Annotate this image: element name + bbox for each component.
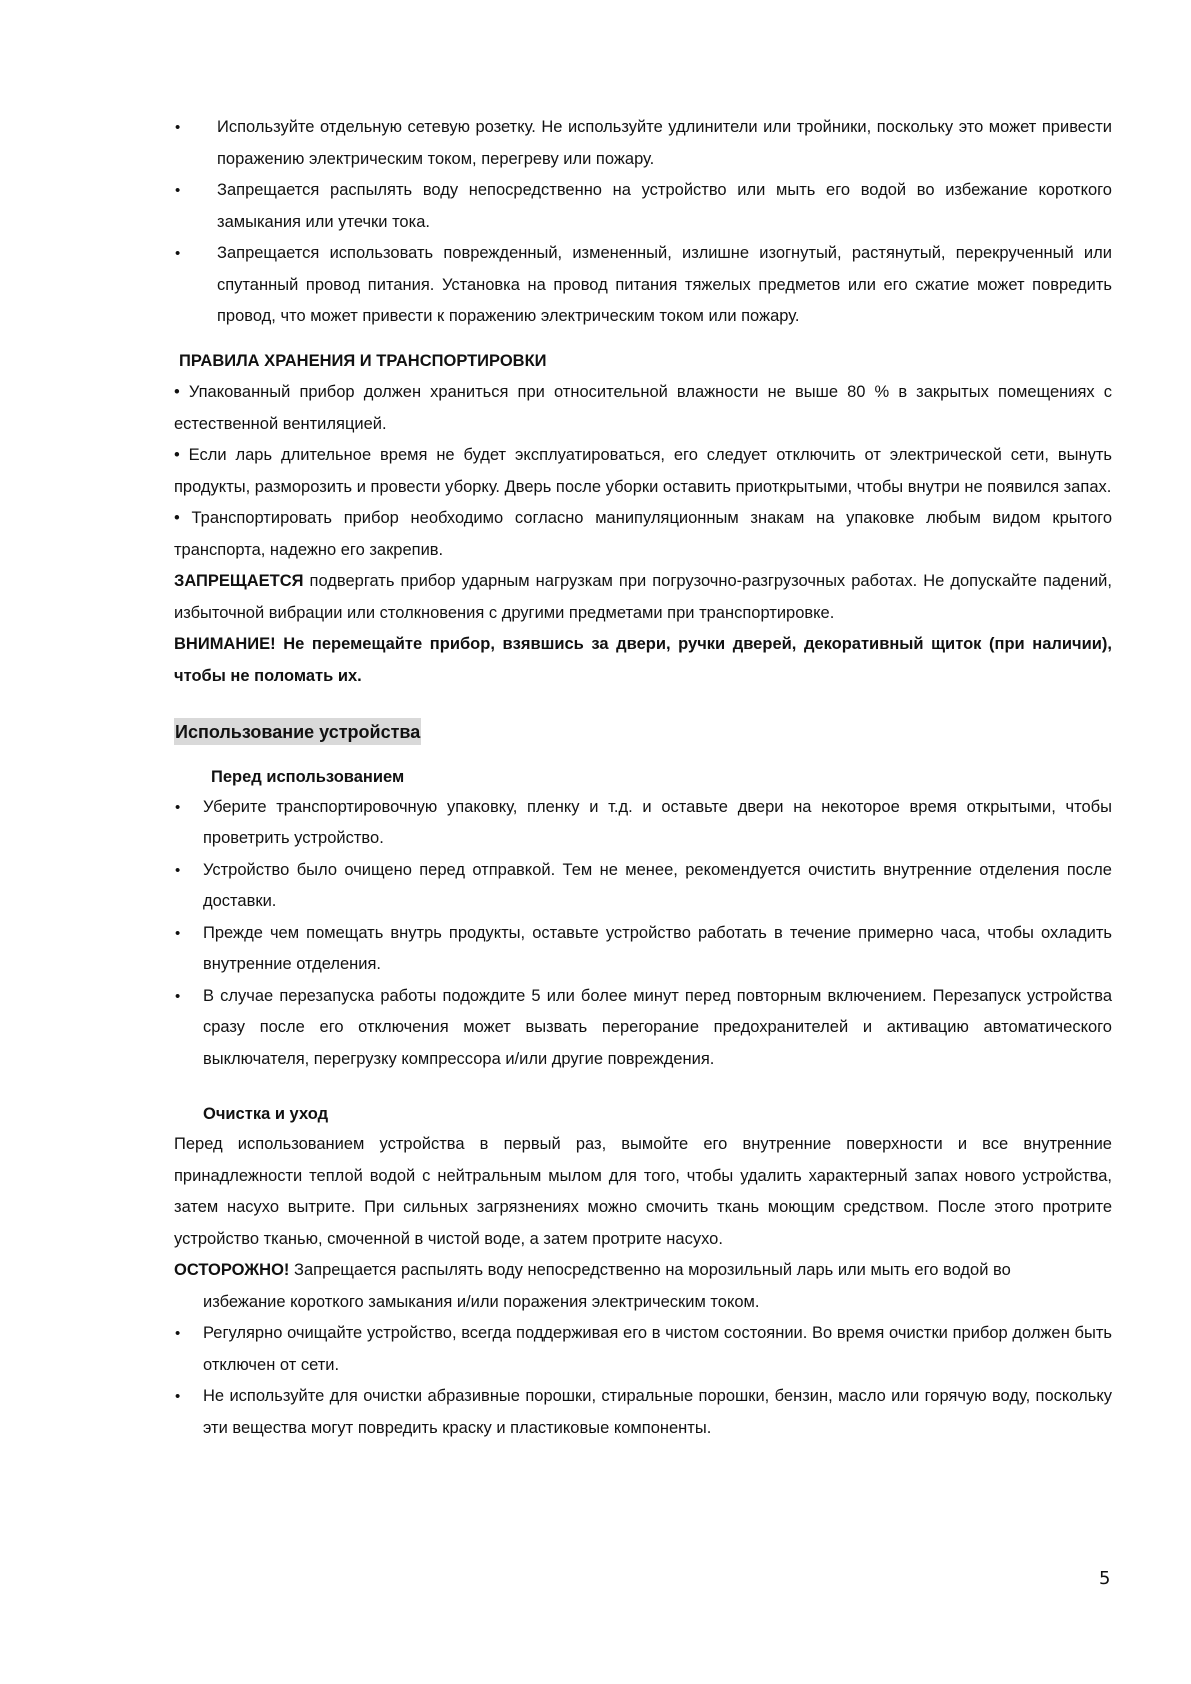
- page-number: 5: [1099, 1568, 1111, 1589]
- usage-heading: Использование устройства: [174, 718, 421, 745]
- safety-bullet-list: [174, 112, 1112, 333]
- list-item: • Прежде чем помещать внутрь продукты, оставьте устройство работать в течение примерно часа, чтобы охладить внутренние отделения.: [174, 918, 1112, 981]
- before-use-list: [174, 792, 1112, 1076]
- list-item: • Используйте отдельную сетевую розетку. Не используйте удлинители или тройники, поскольку это может привести поражению электрическим током, перегреву или пожару.: [174, 112, 1112, 175]
- page-content: [174, 112, 1112, 1444]
- caution-continuation: избежание короткого замыкания и/или поражения электрическим током.: [203, 1292, 760, 1311]
- attention-paragraph: ВНИМАНИЕ! Не перемещайте прибор, взявшись за двери, ручки дверей, декоративный щиток (при наличии), чтобы не поломать их.: [174, 635, 1112, 685]
- prohibited-label: ЗАПРЕЩАЕТСЯ: [174, 572, 304, 590]
- list-item: • Не используйте для очистки абразивные порошки, стиральные порошки, бензин, масло или горячую воду, поскольку эти вещества могут повредить краску и пластиковые компоненты.: [174, 1381, 1112, 1444]
- list-item: • Запрещается использовать поврежденный, измененный, излишне изогнутый, растянутый, перекрученный или спутанный провод питания. Установка на провод питания тяжелых предметов или его сжатие может повредить провод, что может привести к поражению электрическим током или пожару.: [174, 238, 1112, 333]
- storage-paragraph: • Упакованный прибор должен храниться при относительной влажности не выше 80 % в закрытых помещениях с естественной вентиляцией.: [174, 383, 1112, 433]
- list-item: • В случае перезапуска работы подождите 5 или более минут перед повторным включением. Перезапуск устройства сразу после его отключения может вызвать перегорание предохранителей и активацию автоматического выключателя, перегрузку компрессора и/или другие повреждения.: [174, 981, 1112, 1076]
- list-item: • Уберите транспортировочную упаковку, пленку и т.д. и оставьте двери на некоторое время открытыми, чтобы проветрить устройство.: [174, 792, 1112, 855]
- storage-heading: ПРАВИЛА ХРАНЕНИЯ И ТРАНСПОРТИРОВКИ: [179, 351, 547, 370]
- storage-paragraph: • Транспортировать прибор необходимо согласно манипуляционным знакам на упаковке любым видом крытого транспорта, надежно его закрепив.: [174, 509, 1112, 559]
- caution-paragraph: [174, 1255, 1112, 1287]
- list-item: • Регулярно очищайте устройство, всегда поддерживая его в чистом состоянии. Во время очистки прибор должен быть отключен от сети.: [174, 1318, 1112, 1381]
- list-item: • Устройство было очищено перед отправкой. Тем не менее, рекомендуется очистить внутренние отделения после доставки.: [174, 855, 1112, 918]
- prohibited-text: подвергать прибор ударным нагрузкам при погрузочно-разгрузочных работах. Не допускайте падений, избыточной вибрации или столкновения с другими предметами при транспортировке.: [174, 572, 1112, 622]
- caution-text: Запрещается распылять воду непосредственно на морозильный ларь или мыть его водой во: [289, 1261, 1011, 1279]
- cleaning-heading: Очистка и уход: [203, 1105, 329, 1123]
- list-item: • Запрещается распылять воду непосредственно на устройство или мыть его водой во избежание короткого замыкания или утечки тока.: [174, 175, 1112, 238]
- cleaning-list: [174, 1318, 1112, 1444]
- cleaning-paragraph: Перед использованием устройства в первый раз, вымойте его внутренние поверхности и все внутренние принадлежности теплой водой с нейтральным мылом для того, чтобы удалить характерный запах нового устройства, затем насухо вытрите. При сильных загрязнениях можно смочить ткань моющим средством. После этого протрите устройство тканью, смоченной в чистой воде, а затем протрите насухо.: [174, 1135, 1112, 1248]
- prohibited-paragraph: [174, 566, 1112, 629]
- storage-paragraph: • Если ларь длительное время не будет эксплуатироваться, его следует отключить от электрической сети, вынуть продукты, разморозить и провести уборку. Дверь после уборки оставить приоткрытыми, чтобы внутри не появился запах.: [174, 446, 1112, 496]
- before-use-heading: Перед использованием: [211, 767, 405, 786]
- caution-label: ОСТОРОЖНО!: [174, 1261, 290, 1279]
